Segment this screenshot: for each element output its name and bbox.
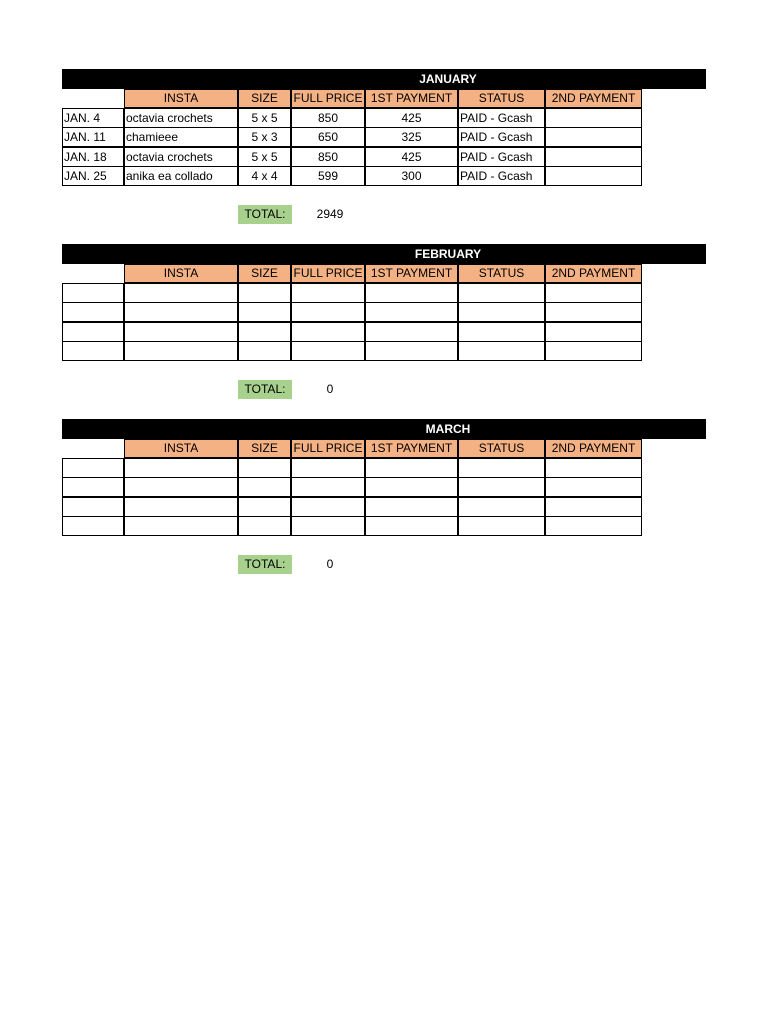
table-row bbox=[62, 166, 706, 186]
cell-insta[interactable] bbox=[124, 458, 238, 478]
column-header-row bbox=[62, 89, 706, 108]
cell-status[interactable] bbox=[458, 302, 545, 322]
cell-date[interactable] bbox=[62, 477, 124, 497]
cell-second-payment[interactable] bbox=[545, 497, 642, 517]
cell-date[interactable] bbox=[62, 302, 124, 322]
cell-first-payment[interactable]: 325 bbox=[365, 127, 458, 147]
cell-full-price[interactable]: 599 bbox=[291, 166, 365, 186]
cell-size[interactable] bbox=[238, 458, 291, 478]
cell-first-payment[interactable]: 425 bbox=[365, 108, 458, 128]
cell-full-price[interactable] bbox=[291, 322, 365, 342]
cell-full-price[interactable]: 650 bbox=[291, 127, 365, 147]
cell-second-payment[interactable] bbox=[545, 302, 642, 322]
cell-status[interactable]: PAID - Gcash bbox=[458, 127, 545, 147]
cell-second-payment[interactable] bbox=[545, 166, 642, 186]
column-header: 1ST PAYMENT bbox=[365, 439, 458, 458]
cell-date[interactable] bbox=[62, 283, 124, 303]
cell-second-payment[interactable] bbox=[545, 108, 642, 128]
cell-date[interactable] bbox=[62, 516, 124, 536]
cell-status[interactable] bbox=[458, 497, 545, 517]
column-header: SIZE bbox=[238, 89, 291, 108]
cell-date[interactable]: JAN. 18 bbox=[62, 147, 124, 167]
cell-size[interactable] bbox=[238, 322, 291, 342]
cell-insta[interactable]: octavia crochets bbox=[124, 147, 238, 167]
cell-first-payment[interactable] bbox=[365, 302, 458, 322]
total-label: TOTAL: bbox=[238, 380, 292, 399]
cell-size[interactable] bbox=[238, 302, 291, 322]
cell-status[interactable] bbox=[458, 322, 545, 342]
cell-first-payment[interactable]: 425 bbox=[365, 147, 458, 167]
column-header: STATUS bbox=[458, 439, 545, 458]
cell-second-payment[interactable] bbox=[545, 147, 642, 167]
cell-full-price[interactable] bbox=[291, 477, 365, 497]
cell-status[interactable]: PAID - Gcash bbox=[458, 147, 545, 167]
cell-status[interactable] bbox=[458, 283, 545, 303]
table-row bbox=[62, 127, 706, 147]
cell-date[interactable] bbox=[62, 341, 124, 361]
cell-full-price[interactable] bbox=[291, 516, 365, 536]
month-section-january bbox=[62, 69, 706, 229]
month-title: MARCH bbox=[425, 422, 471, 436]
cell-status[interactable] bbox=[458, 516, 545, 536]
cell-first-payment[interactable] bbox=[365, 516, 458, 536]
column-header-row bbox=[62, 264, 706, 283]
cell-date[interactable]: JAN. 11 bbox=[62, 127, 124, 147]
month-header-bar bbox=[62, 69, 706, 89]
cell-full-price[interactable] bbox=[291, 302, 365, 322]
cell-second-payment[interactable] bbox=[545, 477, 642, 497]
cell-full-price[interactable] bbox=[291, 283, 365, 303]
table-row bbox=[62, 283, 706, 303]
cell-first-payment[interactable] bbox=[365, 458, 458, 478]
cell-second-payment[interactable] bbox=[545, 458, 642, 478]
cell-first-payment[interactable]: 300 bbox=[365, 166, 458, 186]
cell-insta[interactable]: chamieee bbox=[124, 127, 238, 147]
cell-status[interactable] bbox=[458, 477, 545, 497]
column-header: 1ST PAYMENT bbox=[365, 264, 458, 283]
cell-second-payment[interactable] bbox=[545, 322, 642, 342]
column-header: 2ND PAYMENT bbox=[545, 439, 642, 458]
cell-full-price[interactable] bbox=[291, 341, 365, 361]
cell-second-payment[interactable] bbox=[545, 516, 642, 536]
cell-insta[interactable]: octavia crochets bbox=[124, 108, 238, 128]
cell-date[interactable] bbox=[62, 458, 124, 478]
total-value: 2949 bbox=[316, 207, 344, 221]
cell-full-price[interactable] bbox=[291, 497, 365, 517]
cell-size[interactable]: 4 x 4 bbox=[238, 166, 291, 186]
cell-second-payment[interactable] bbox=[545, 283, 642, 303]
table-row bbox=[62, 477, 706, 497]
cell-status[interactable] bbox=[458, 341, 545, 361]
table-row bbox=[62, 108, 706, 128]
table-row bbox=[62, 302, 706, 322]
column-header: 1ST PAYMENT bbox=[365, 89, 458, 108]
total-value: 0 bbox=[326, 557, 334, 571]
column-header: 2ND PAYMENT bbox=[545, 264, 642, 283]
cell-first-payment[interactable] bbox=[365, 322, 458, 342]
cell-insta[interactable] bbox=[124, 341, 238, 361]
cell-first-payment[interactable] bbox=[365, 341, 458, 361]
column-header-row bbox=[62, 439, 706, 458]
month-title: JANUARY bbox=[419, 72, 477, 86]
month-header-bar bbox=[62, 419, 706, 439]
column-header: STATUS bbox=[458, 264, 545, 283]
column-header: FULL PRICE bbox=[291, 264, 365, 283]
column-header: FULL PRICE bbox=[291, 89, 365, 108]
cell-date[interactable]: JAN. 25 bbox=[62, 166, 124, 186]
cell-date[interactable] bbox=[62, 497, 124, 517]
column-header: INSTA bbox=[124, 439, 238, 458]
cell-full-price[interactable]: 850 bbox=[291, 108, 365, 128]
column-header: SIZE bbox=[238, 264, 291, 283]
cell-first-payment[interactable] bbox=[365, 283, 458, 303]
table-row bbox=[62, 497, 706, 517]
table-row bbox=[62, 322, 706, 342]
total-value: 0 bbox=[326, 382, 334, 396]
cell-size[interactable] bbox=[238, 283, 291, 303]
total-label: TOTAL: bbox=[238, 555, 292, 574]
cell-full-price[interactable] bbox=[291, 458, 365, 478]
cell-insta[interactable] bbox=[124, 302, 238, 322]
month-section-march bbox=[62, 419, 706, 579]
column-header: FULL PRICE bbox=[291, 439, 365, 458]
total-label: TOTAL: bbox=[238, 205, 292, 224]
column-header: INSTA bbox=[124, 264, 238, 283]
cell-status[interactable]: PAID - Gcash bbox=[458, 108, 545, 128]
cell-second-payment[interactable] bbox=[545, 127, 642, 147]
column-header: STATUS bbox=[458, 89, 545, 108]
table-row bbox=[62, 341, 706, 361]
cell-size[interactable] bbox=[238, 477, 291, 497]
table-row bbox=[62, 516, 706, 536]
cell-status[interactable]: PAID - Gcash bbox=[458, 166, 545, 186]
column-header: INSTA bbox=[124, 89, 238, 108]
column-header: 2ND PAYMENT bbox=[545, 89, 642, 108]
month-section-february bbox=[62, 244, 706, 404]
cell-first-payment[interactable] bbox=[365, 477, 458, 497]
column-header: SIZE bbox=[238, 439, 291, 458]
cell-date[interactable]: JAN. 4 bbox=[62, 108, 124, 128]
cell-size[interactable] bbox=[238, 497, 291, 517]
month-title: FEBRUARY bbox=[414, 247, 482, 261]
cell-date[interactable] bbox=[62, 322, 124, 342]
cell-size[interactable] bbox=[238, 516, 291, 536]
table-row bbox=[62, 458, 706, 478]
cell-insta[interactable] bbox=[124, 283, 238, 303]
cell-size[interactable] bbox=[238, 341, 291, 361]
cell-insta[interactable] bbox=[124, 516, 238, 536]
cell-insta[interactable]: anika ea collado bbox=[124, 166, 238, 186]
cell-first-payment[interactable] bbox=[365, 497, 458, 517]
cell-size[interactable]: 5 x 3 bbox=[238, 127, 291, 147]
cell-full-price[interactable]: 850 bbox=[291, 147, 365, 167]
month-header-bar bbox=[62, 244, 706, 264]
cell-second-payment[interactable] bbox=[545, 341, 642, 361]
cell-insta[interactable] bbox=[124, 477, 238, 497]
cell-insta[interactable] bbox=[124, 322, 238, 342]
cell-size[interactable]: 5 x 5 bbox=[238, 108, 291, 128]
cell-size[interactable]: 5 x 5 bbox=[238, 147, 291, 167]
cell-insta[interactable] bbox=[124, 497, 238, 517]
table-row bbox=[62, 147, 706, 167]
cell-status[interactable] bbox=[458, 458, 545, 478]
